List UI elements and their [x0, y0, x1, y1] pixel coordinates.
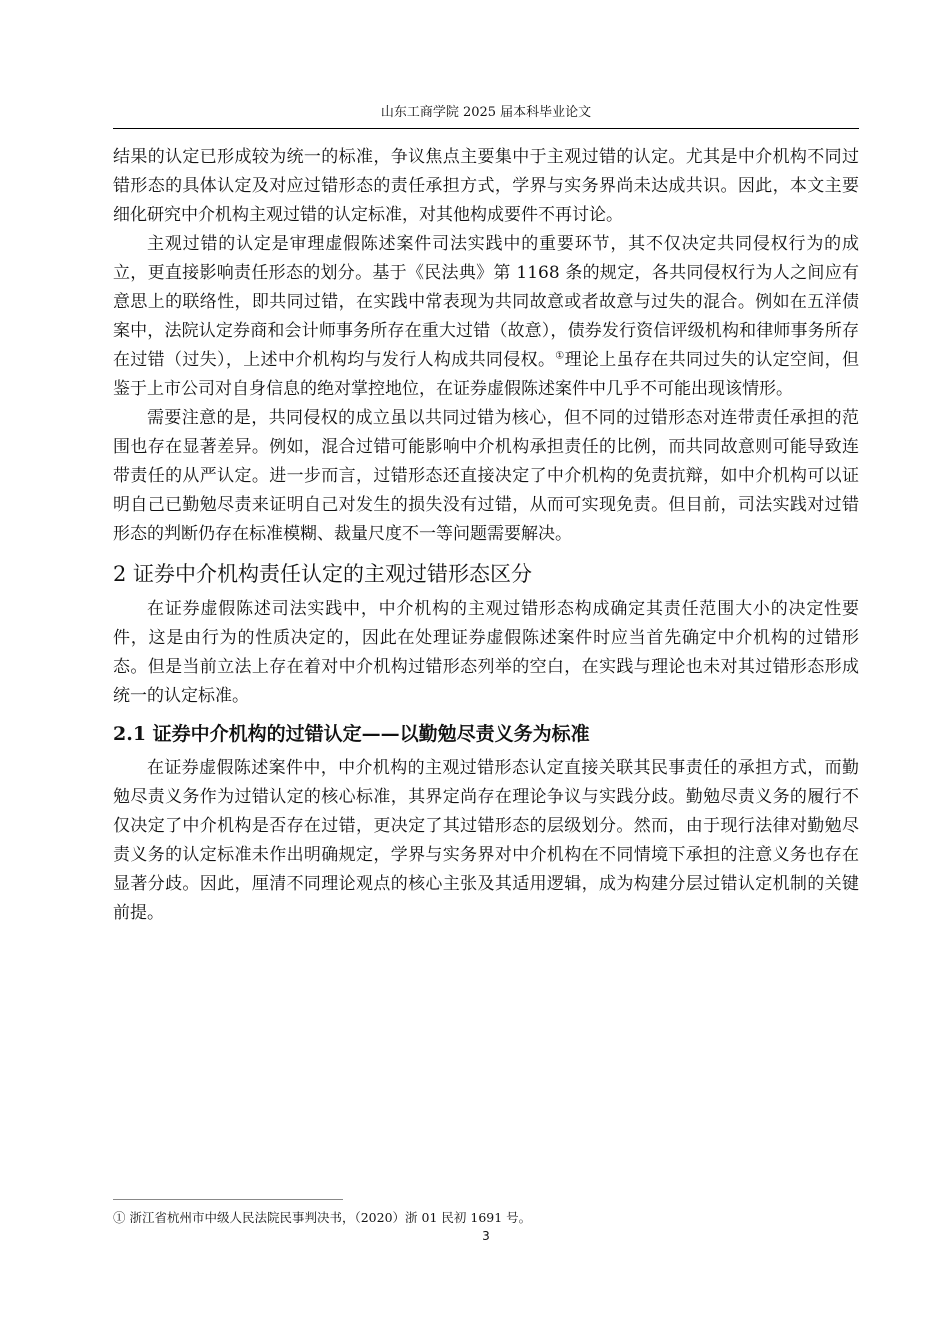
running-header: 山东工商学院 2025 届本科毕业论文: [380, 105, 592, 120]
footnote: ① 浙江省杭州市中级人民法院民事判决书，（2020）浙 01 民初 1691 号。: [113, 1210, 532, 1225]
section-heading-2: 2 证券中介机构责任认定的主观过错形态区分: [113, 562, 533, 586]
body-text: [113, 143, 859, 928]
paragraph-2-text: 主观过错的认定是审理虚假陈述案件司法实践中的重要环节，其不仅决定共同侵权行为的成立，更直接影响责任形态的划分。基于《民法典》第 1168 条的规定，各共同侵权行为人之间应有意思上的联络性，即共同过错，在实践中常表现为共同故意或者故意与过失的混合。例如在五洋债案中，法院认定券商和会计师事务所存在重大过错（故意），债券发行资信评级机构和律师事务所存在过错（过失），上述中介机构均与发行人构成共同侵权。: [113, 234, 859, 370]
paragraph-5: 在证券虚假陈述案件中，中介机构的主观过错形态认定直接关联其民事责任的承担方式，而勤勉尽责义务作为过错认定的核心标准，其界定尚存在理论争议与实践分歧。勤勉尽责义务的履行不仅决定了中介机构是否存在过错，更决定了其过错形态的层级划分。然而，由于现行法律对勤勉尽责义务的认定标准未作出明确规定，学界与实务界对中介机构在不同情境下承担的注意义务也存在显著分歧。因此，厘清不同理论观点的核心主张及其适用逻辑，成为构建分层过错认定机制的关键前提。: [113, 758, 859, 923]
footnote-rule: [113, 1199, 343, 1200]
paragraph-2: [113, 230, 859, 404]
paragraph-3: 需要注意的是，共同侵权的成立虽以共同过错为核心，但不同的过错形态对连带责任承担的范围也存在显著差异。例如，混合过错可能影响中介机构承担责任的比例，而共同故意则可能导致连带责任的从严认定。进一步而言，过错形态还直接决定了中介机构的免责抗辩，如中介机构可以证明自己已勤勉尽责来证明自己对发生的损失没有过错，从而可实现免责。但目前，司法实践对过错形态的判断仍存在标准模糊、裁量尺度不一等问题需要解决。: [113, 408, 859, 544]
header-rule: [113, 128, 859, 129]
subsection-heading-2-1: 2.1 证券中介机构的过错认定——以勤勉尽责义务为标准: [113, 723, 590, 745]
paragraph-1: 结果的认定已形成较为统一的标准，争议焦点主要集中于主观过错的认定。尤其是中介机构不同过错形态的具体认定及对应过错形态的责任承担方式，学界与实务界尚未达成共识。因此，本文主要细化研究中介机构主观过错的认定标准，对其他构成要件不再讨论。: [113, 147, 859, 225]
paragraph-4: 在证券虚假陈述司法实践中，中介机构的主观过错形态构成确定其责任范围大小的决定性要件，这是由行为的性质决定的，因此在处理证券虚假陈述案件时应当首先确定中介机构的过错形态。但是当前立法上存在着对中介机构过错形态列举的空白，在实践与理论也未对其过错形态形成统一的认定标准。: [113, 599, 859, 706]
paragraph-2-text-cont: 理论上虽存在共同过失的认定空间，但鉴于上市公司对自身信息的绝对掌控地位，在证券虚假陈述案件中几乎不可能出现该情形。: [113, 350, 860, 399]
page-number: 3: [482, 1229, 490, 1243]
footnote-marker[interactable]: ①: [555, 350, 565, 362]
